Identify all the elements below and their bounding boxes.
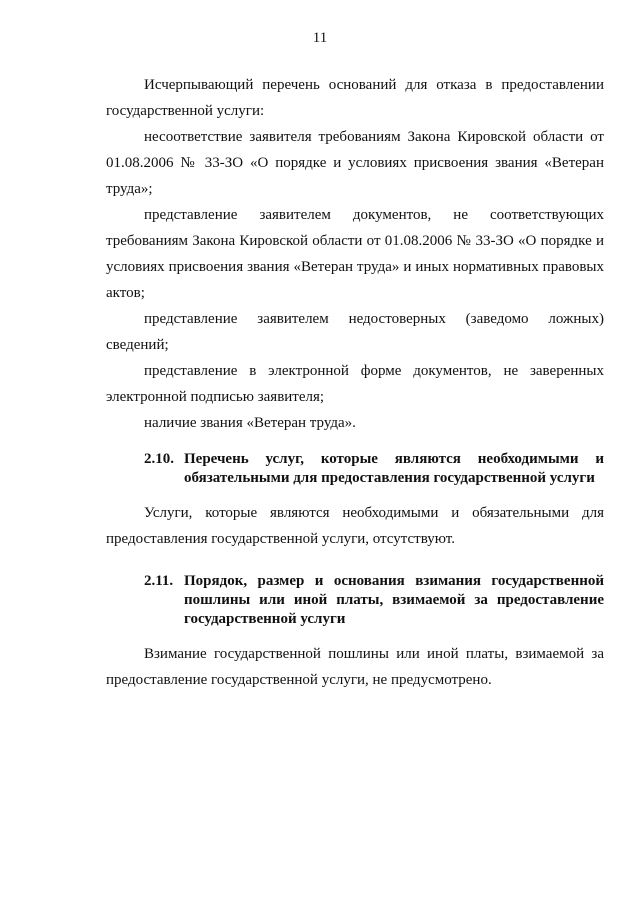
paragraph-refusal-ground-1: несоответствие заявителя требованиям Закона Кировской области от 01.08.2006 № 33-ЗО «О порядке и условиях присвоения звания «Ветеран труда»;	[106, 129, 604, 197]
section-title: Порядок, размер и основания взимания государственной пошлины или иной платы, взимаемой за предоставление государственной услуги	[184, 573, 604, 627]
section-heading-2-10	[106, 450, 604, 488]
section-number: 2.10.	[144, 451, 174, 467]
paragraph-refusal-ground-3: представление заявителем недостоверных (заведомо ложных) сведений;	[106, 311, 604, 353]
paragraph-section-2-11: Взимание государственной пошлины или иной платы, взимаемой за предоставление государственной услуги, не предусмотрено.	[106, 646, 604, 688]
paragraph-refusal-ground-4: представление в электронной форме документов, не заверенных электронной подписью заявителя;	[106, 363, 604, 405]
paragraph-refusal-ground-2: представление заявителем документов, не соответствующих требованиям Закона Кировской области от 01.08.2006 № 33-ЗО «О порядке и условиях присвоения звания «Ветеран труда» и иных нормативных правовых актов;	[106, 207, 604, 301]
paragraph-refusal-grounds-intro: Исчерпывающий перечень оснований для отказа в предоставлении государственной услуги:	[106, 77, 604, 119]
document-body	[106, 72, 604, 693]
paragraph-refusal-ground-5: наличие звания «Ветеран труда».	[144, 415, 356, 431]
section-number: 2.11.	[144, 573, 174, 589]
page-number: 11	[312, 30, 328, 46]
section-heading-2-11	[106, 572, 604, 629]
paragraph-section-2-10: Услуги, которые являются необходимыми и обязательными для предоставления государственной услуги, отсутствуют.	[106, 505, 604, 547]
section-title: Перечень услуг, которые являются необходимыми и обязательными для предоставления государственной услуги	[184, 451, 604, 486]
